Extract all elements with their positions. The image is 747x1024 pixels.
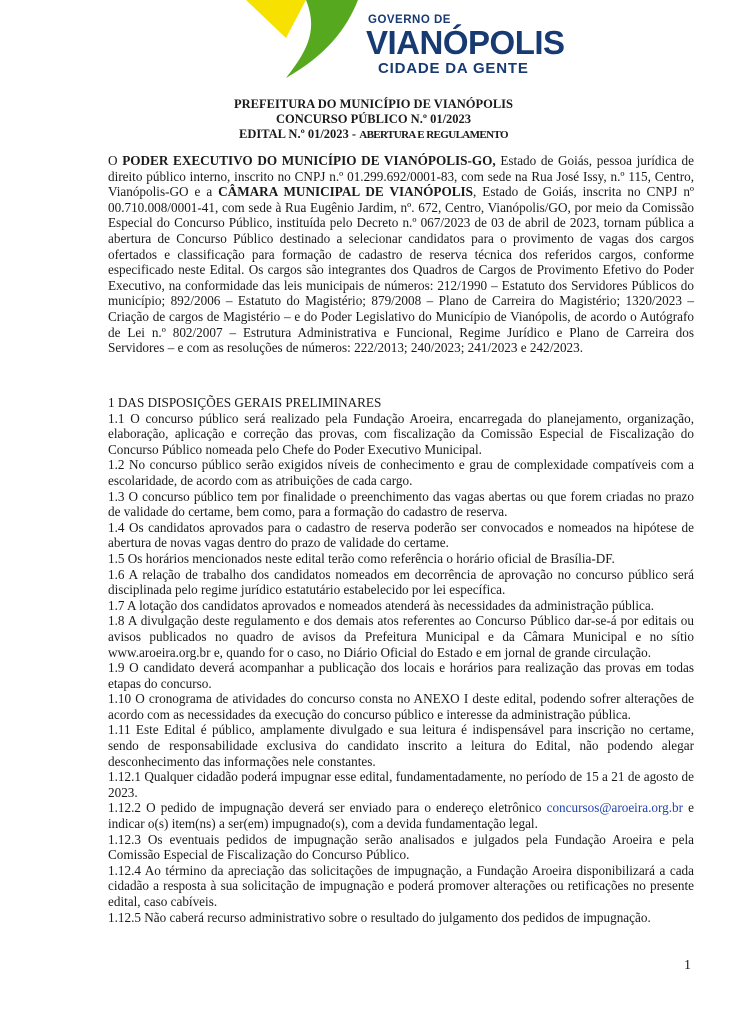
intro-bold-camara: CÂMARA MUNICIPAL DE VIANÓPOLIS xyxy=(218,184,473,200)
clause-1-7: 1.7 A lotação dos candidatos aprovados e nomeados atenderá às necessidades da administração pública. xyxy=(108,597,654,613)
header-edital-number: EDITAL N.º 01/2023 - xyxy=(238,127,360,141)
intro-paragraph xyxy=(108,153,694,356)
logo-line-governo: GOVERNO DE xyxy=(368,14,451,26)
clause-1-8: 1.8 A divulgação deste regulamento e dos demais atos referentes ao Concurso Público dar-se-á por editais ou avisos publicados no quadro de avisos da Prefeitura Municipal e da Câmara Municipal e no sítio www.aroeira.org.br e, quando for o caso, no Diário Oficial do Estado e em jornal de grande circulação. xyxy=(108,613,694,660)
clause-1-1: 1.1 O concurso público será realizado pela Fundação Aroeira, encarregada do planejamento, organização, elaboração, aplicação e correção das provas, com fiscalização da Comissão Especial de Fiscalização do Concurso Público nomeada pelo Chefe do Poder Executivo Municipal. xyxy=(108,410,694,457)
email-link[interactable]: concursos@aroeira.org.br xyxy=(546,800,684,816)
logo-line-vianopolis: VIANÓPOLIS xyxy=(366,24,565,61)
header-edital xyxy=(0,127,747,143)
header-edital-subtitle: ABERTURA E REGULAMENTO xyxy=(359,129,509,141)
clause-1-12-2-text-b: e indicar o(s) item(ns) a ser(em) impugnado(s), com a devida fundamentação legal. xyxy=(108,800,694,832)
clause-1-10: 1.10 O cronograma de atividades do concurso consta no ANEXO I deste edital, podendo sofrer alterações de acordo com as necessidades da execução do concurso público e interesse da administração pública. xyxy=(108,691,694,722)
header-concurso: CONCURSO PÚBLICO N.º 01/2023 xyxy=(275,112,472,126)
intro-text-3: , Estado de Goiás, inscrita no CNPJ nº 00.710.008/0001-41, com sede à Rua Eugênio Jardim, nº. 672, Centro, Vianópolis/GO, por meio da Comissão Especial do Concurso Público, instituída pelo Decreto n.º 067/2023 de 03 de abril de 2023, tornam pública a abertura de Concurso Público destinado a selecionar candidatos para o provimento de vagas dos cargos ofertados e classificação para formação de cadastro de reserva técnica dos referidos cargos, conforme especificado neste Edital. Os cargos são integrantes dos Quadros de Cargos de Provimento Efetivo do Poder Executivo, na conformidade das leis municipais de números: 212/1990 – Estatuto dos Servidores Públicos do município; 892/2006 – Estatuto do Magistério; 879/2008 – Plano de Carreira do Magistério; 1320/2023 – Criação de cargos de Magistério – e do Poder Legislativo do Município de Vianópolis, de acordo o Autógrafo de Lei n.º 802/2007 – Estrutura Administrativa e Funcional, Regime Jurídico e Plano de Carreira dos Servidores – e com as resoluções de números: 222/2013; 240/2023; 241/2023 e 242/2023. xyxy=(108,184,695,356)
clause-1-2: 1.2 No concurso público serão exigidos níveis de conhecimento e grau de complexidade compatíveis com a escolaridade, de acordo com as atribuições de cada cargo. xyxy=(108,457,694,488)
municipal-logo xyxy=(246,0,566,80)
clause-1-12-4: 1.12.4 Ao término da apreciação das solicitações de impugnação, a Fundação Aroeira disponibilizará a cada cidadão a resposta à sua solicitação de impugnação e poderá promover alterações ou retificações no presente edital, caso cabíveis. xyxy=(108,862,694,909)
clause-1-6: 1.6 A relação de trabalho dos candidatos nomeados em decorrência de aprovação no concurso público será disciplinada pelo regime jurídico estatutário estabelecido por lei específica. xyxy=(108,566,694,598)
section-title: 1 DAS DISPOSIÇÕES GERAIS PRELIMINARES xyxy=(108,395,382,410)
intro-text-1: O xyxy=(108,153,123,168)
intro-bold-poder-executivo: PODER EXECUTIVO DO MUNICÍPIO DE VIANÓPOLIS-GO, xyxy=(122,153,496,168)
logo-line-cidade: CIDADE DA GENTE xyxy=(378,60,529,77)
clause-1-3: 1.3 O concurso público tem por finalidade o preenchimento das vagas abertas ou que forem criadas no prazo de validade do certame, bem como, para a formação do cadastro de reserva. xyxy=(108,488,694,520)
logo-emblem-icon xyxy=(246,0,376,80)
clause-1-5: 1.5 Os horários mencionados neste edital terão como referência o horário oficial de Brasília-DF. xyxy=(108,550,615,566)
section-disposicoes-gerais xyxy=(108,395,694,925)
intro-text-2: Estado de Goiás, pessoa jurídica de direito público interno, inscrito no CNPJ n.º 01.299.692/0001-83, com sede na Rua José Issy, n.º 115, Centro, Vianópolis-GO e a xyxy=(108,153,694,200)
page-number: 1 xyxy=(684,958,691,973)
clause-1-12-3: 1.12.3 Os eventuais pedidos de impugnação serão analisados e julgados pela Fundação Aroeira e pela Comissão Especial de Fiscalização do Concurso Público. xyxy=(108,831,694,863)
header-prefeitura: PREFEITURA DO MUNICÍPIO DE VIANÓPOLIS xyxy=(234,97,513,111)
clause-1-12-2 xyxy=(108,800,694,831)
clause-1-11: 1.11 Este Edital é público, amplamente divulgado e sua leitura é indispensável para inscrição no certame, sendo de responsabilidade exclusiva do candidato inscrito a leitura do Edital, não podendo alegar desconhecimento das informações nele constantes. xyxy=(108,722,694,769)
clause-1-12-2-text-a: 1.12.2 O pedido de impugnação deverá ser enviado para o endereço eletrônico xyxy=(108,800,547,816)
clause-1-12-1: 1.12.1 Qualquer cidadão poderá impugnar esse edital, fundamentadamente, no período de 15 a 21 de agosto de 2023. xyxy=(108,769,694,800)
clause-1-4: 1.4 Os candidatos aprovados para o cadastro de reserva poderão ser convocados e nomeados na hipótese de abertura de novas vagas dentro do prazo de validade do certame. xyxy=(108,519,694,551)
clause-1-9: 1.9 O candidato deverá acompanhar a publicação dos locais e horários para realização das provas em todas etapas do concurso. xyxy=(108,660,694,691)
clause-1-12-5: 1.12.5 Não caberá recurso administrativo sobre o resultado do julgamento dos pedidos de impugnação. xyxy=(108,909,651,925)
